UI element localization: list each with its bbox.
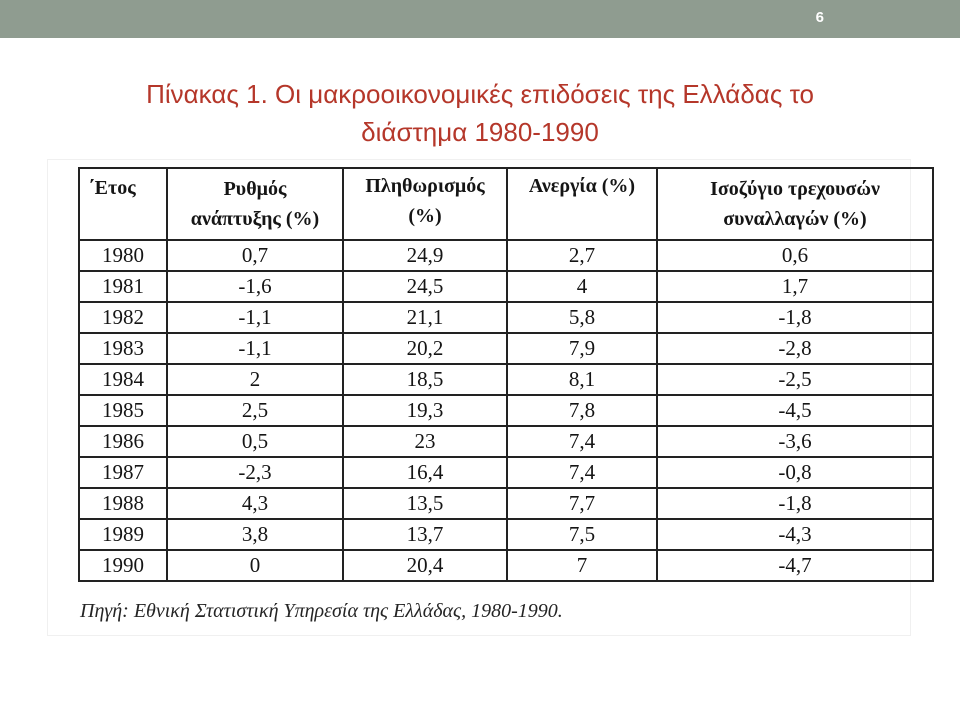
cell-unemployment: 2,7 xyxy=(507,240,657,271)
cell-current-account: -1,8 xyxy=(657,302,933,333)
table-header-row xyxy=(79,168,933,240)
cell-inflation: 19,3 xyxy=(343,395,507,426)
cell-current-account: 0,6 xyxy=(657,240,933,271)
slide-title xyxy=(60,75,900,151)
cell-unemployment: 8,1 xyxy=(507,364,657,395)
table-row xyxy=(79,364,933,395)
table-row xyxy=(79,488,933,519)
cell-growth-rate: 2,5 xyxy=(167,395,343,426)
slide-title-line-1: Πίνακας 1. Οι μακροοικονομικές επιδόσεις της Ελλάδας το xyxy=(146,79,814,109)
slide-number: 6 xyxy=(815,9,824,26)
cell-inflation: 20,2 xyxy=(343,333,507,364)
table-row xyxy=(79,240,933,271)
table-row xyxy=(79,271,933,302)
cell-year: 1990 xyxy=(79,550,167,581)
cell-growth-rate: 3,8 xyxy=(167,519,343,550)
header-inflation: Πληθωρισμός (%) xyxy=(343,168,507,240)
cell-current-account: -2,8 xyxy=(657,333,933,364)
header-current-account: Ισοζύγιο τρεχουσών συναλλαγών (%) xyxy=(657,168,933,240)
cell-year: 1988 xyxy=(79,488,167,519)
cell-inflation: 20,4 xyxy=(343,550,507,581)
cell-year: 1984 xyxy=(79,364,167,395)
cell-inflation: 13,5 xyxy=(343,488,507,519)
cell-growth-rate: 0 xyxy=(167,550,343,581)
cell-growth-rate: 0,7 xyxy=(167,240,343,271)
cell-current-account: -2,5 xyxy=(657,364,933,395)
cell-growth-rate: 2 xyxy=(167,364,343,395)
table-row xyxy=(79,333,933,364)
cell-year: 1985 xyxy=(79,395,167,426)
table-row xyxy=(79,302,933,333)
cell-year: 1989 xyxy=(79,519,167,550)
table-source-note: Πηγή: Εθνική Στατιστική Υπηρεσία της Ελλάδας, 1980-1990. xyxy=(80,600,563,622)
cell-inflation: 16,4 xyxy=(343,457,507,488)
slide-top-bar xyxy=(0,0,960,38)
header-unemployment: Ανεργία (%) xyxy=(507,168,657,240)
cell-year: 1987 xyxy=(79,457,167,488)
cell-growth-rate: -1,1 xyxy=(167,333,343,364)
cell-current-account: -3,6 xyxy=(657,426,933,457)
cell-unemployment: 7,7 xyxy=(507,488,657,519)
macroeconomic-table-figure xyxy=(48,160,910,635)
slide-title-line-2: διάστημα 1980-1990 xyxy=(361,117,599,147)
header-growth-rate: Ρυθμός ανάπτυξης (%) xyxy=(167,168,343,240)
cell-current-account: -4,3 xyxy=(657,519,933,550)
cell-inflation: 13,7 xyxy=(343,519,507,550)
cell-unemployment: 7 xyxy=(507,550,657,581)
table-row xyxy=(79,519,933,550)
cell-growth-rate: 0,5 xyxy=(167,426,343,457)
cell-unemployment: 7,5 xyxy=(507,519,657,550)
cell-growth-rate: 4,3 xyxy=(167,488,343,519)
cell-unemployment: 7,4 xyxy=(507,426,657,457)
cell-unemployment: 4 xyxy=(507,271,657,302)
cell-inflation: 18,5 xyxy=(343,364,507,395)
cell-unemployment: 5,8 xyxy=(507,302,657,333)
cell-current-account: 1,7 xyxy=(657,271,933,302)
cell-inflation: 24,9 xyxy=(343,240,507,271)
table-row xyxy=(79,395,933,426)
cell-inflation: 21,1 xyxy=(343,302,507,333)
header-year: ΄Ετος xyxy=(79,168,167,240)
cell-unemployment: 7,4 xyxy=(507,457,657,488)
cell-inflation: 24,5 xyxy=(343,271,507,302)
cell-unemployment: 7,8 xyxy=(507,395,657,426)
cell-year: 1983 xyxy=(79,333,167,364)
table-row xyxy=(79,550,933,581)
cell-year: 1981 xyxy=(79,271,167,302)
cell-current-account: -1,8 xyxy=(657,488,933,519)
cell-year: 1980 xyxy=(79,240,167,271)
cell-year: 1986 xyxy=(79,426,167,457)
table-body xyxy=(79,240,933,581)
table-row xyxy=(79,457,933,488)
cell-current-account: -4,7 xyxy=(657,550,933,581)
cell-unemployment: 7,9 xyxy=(507,333,657,364)
cell-current-account: -4,5 xyxy=(657,395,933,426)
cell-year: 1982 xyxy=(79,302,167,333)
cell-growth-rate: -2,3 xyxy=(167,457,343,488)
cell-current-account: -0,8 xyxy=(657,457,933,488)
cell-growth-rate: -1,1 xyxy=(167,302,343,333)
table-row xyxy=(79,426,933,457)
cell-inflation: 23 xyxy=(343,426,507,457)
macroeconomic-table xyxy=(78,167,934,582)
cell-growth-rate: -1,6 xyxy=(167,271,343,302)
